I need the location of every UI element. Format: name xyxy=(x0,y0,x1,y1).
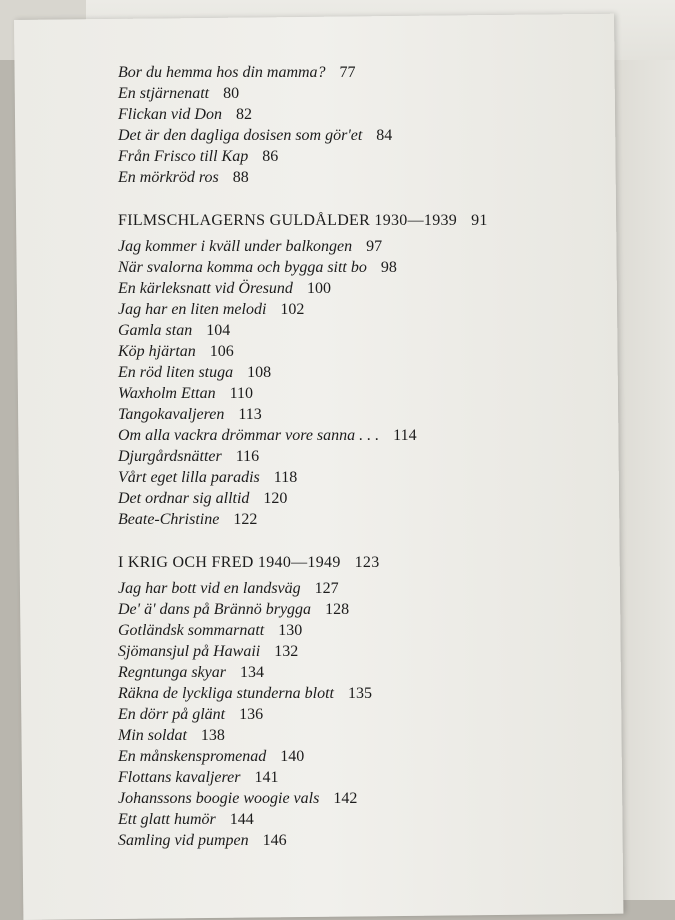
entry-page-number: 116 xyxy=(235,448,260,465)
entry-title: Regntunga skyar xyxy=(118,664,226,681)
entry-page-number: 82 xyxy=(235,106,252,123)
toc-entry xyxy=(118,62,598,83)
toc-entry xyxy=(118,257,598,278)
toc-entry xyxy=(118,683,598,704)
entry-title: Sjömansjul på Hawaii xyxy=(118,643,261,660)
entry-title: Gamla stan xyxy=(118,322,193,339)
entry-page-number: 132 xyxy=(274,643,299,660)
toc-entry xyxy=(118,641,598,662)
entry-page-number: 142 xyxy=(333,790,358,807)
entry-title: Djurgårdsnätter xyxy=(118,448,222,465)
entry-title: Vårt eget lilla paradis xyxy=(118,469,260,486)
section-title: I KRIG OCH FRED 1940—1949 xyxy=(118,554,341,571)
entry-title: Beate-Christine xyxy=(118,511,220,528)
entry-page-number: 135 xyxy=(347,685,372,702)
toc-group-2 xyxy=(118,236,598,530)
section-heading xyxy=(118,206,598,236)
entry-title: När svalorna komma och bygga sitt bo xyxy=(118,259,367,276)
entry-page-number: 118 xyxy=(273,469,298,486)
entry-page-number: 88 xyxy=(232,169,249,186)
entry-title: Samling vid pumpen xyxy=(118,832,249,849)
toc-entry xyxy=(118,341,598,362)
toc-entry xyxy=(118,236,598,257)
toc-entry xyxy=(118,704,598,725)
toc-entry xyxy=(118,83,598,104)
entry-title: En stjärnenatt xyxy=(118,85,210,102)
entry-page-number: 136 xyxy=(239,706,264,723)
entry-title: Jag har en liten melodi xyxy=(118,301,267,318)
toc-entry xyxy=(118,125,598,146)
entry-page-number: 127 xyxy=(314,580,339,597)
entry-title: De' ä' dans på Brännö brygga xyxy=(118,601,312,618)
toc-entry xyxy=(118,146,598,167)
entry-page-number: 114 xyxy=(393,427,417,444)
entry-page-number: 106 xyxy=(209,343,234,360)
entry-page-number: 146 xyxy=(262,832,287,849)
entry-page-number: 134 xyxy=(239,664,264,681)
entry-page-number: 130 xyxy=(278,622,303,639)
toc-entry xyxy=(118,299,598,320)
entry-title: Köp hjärtan xyxy=(118,343,196,360)
toc-entry xyxy=(118,104,598,125)
toc-entry xyxy=(118,809,598,830)
entry-page-number: 122 xyxy=(233,511,258,528)
entry-page-number: 113 xyxy=(238,406,262,423)
entry-title: En kärleksnatt vid Öresund xyxy=(118,280,293,297)
entry-title: Jag har bott vid en landsväg xyxy=(118,580,301,597)
entry-title: En månskenspromenad xyxy=(118,748,267,765)
section-heading xyxy=(118,548,598,578)
toc-entry xyxy=(118,746,598,767)
toc-entry xyxy=(118,467,598,488)
entry-page-number: 86 xyxy=(262,148,279,165)
entry-page-number: 144 xyxy=(229,811,254,828)
entry-title: Min soldat xyxy=(118,727,187,744)
entry-title: En röd liten stuga xyxy=(118,364,234,381)
entry-title: Om alla vackra drömmar vore sanna . . . xyxy=(118,427,380,444)
entry-page-number: 77 xyxy=(339,64,356,81)
section-page-number: 123 xyxy=(354,554,380,571)
entry-page-number: 141 xyxy=(254,769,279,786)
entry-page-number: 102 xyxy=(280,301,305,318)
toc-entry xyxy=(118,599,598,620)
toc-entry xyxy=(118,830,598,851)
table-of-contents xyxy=(118,62,598,851)
entry-page-number: 140 xyxy=(280,748,305,765)
toc-entry xyxy=(118,725,598,746)
toc-entry xyxy=(118,320,598,341)
entry-title: Räkna de lyckliga stunderna blott xyxy=(118,685,334,702)
toc-entry xyxy=(118,767,598,788)
toc-entry xyxy=(118,488,598,509)
entry-title: Gotländsk sommarnatt xyxy=(118,622,265,639)
entry-page-number: 80 xyxy=(223,85,240,102)
toc-entry xyxy=(118,362,598,383)
toc-entry xyxy=(118,278,598,299)
toc-entry xyxy=(118,167,598,188)
entry-title: Det är den dagliga dosisen som gör'et xyxy=(118,127,363,144)
entry-page-number: 138 xyxy=(200,727,225,744)
entry-page-number: 97 xyxy=(366,238,383,255)
entry-title: Flickan vid Don xyxy=(118,106,222,123)
entry-title: Det ordnar sig alltid xyxy=(118,490,250,507)
entry-page-number: 120 xyxy=(263,490,288,507)
toc-entry xyxy=(118,383,598,404)
entry-page-number: 100 xyxy=(306,280,331,297)
toc-entry xyxy=(118,662,598,683)
toc-entry xyxy=(118,620,598,641)
entry-page-number: 104 xyxy=(206,322,231,339)
entry-title: Bor du hemma hos din mamma? xyxy=(118,64,326,81)
section-page-number: 91 xyxy=(471,212,488,229)
entry-title: Tangokavaljeren xyxy=(118,406,225,423)
entry-page-number: 128 xyxy=(325,601,350,618)
entry-page-number: 84 xyxy=(376,127,393,144)
toc-group-1 xyxy=(118,62,598,188)
toc-group-3 xyxy=(118,578,598,851)
entry-title: Flottans kavaljerer xyxy=(118,769,241,786)
entry-title: Waxholm Ettan xyxy=(118,385,216,402)
section-title: FILMSCHLAGERNS GULDÅLDER 1930—1939 xyxy=(118,212,458,229)
toc-entry xyxy=(118,788,598,809)
entry-title: Ett glatt humör xyxy=(118,811,216,828)
toc-entry xyxy=(118,404,598,425)
entry-page-number: 110 xyxy=(229,385,254,402)
entry-page-number: 108 xyxy=(247,364,272,381)
entry-page-number: 98 xyxy=(380,259,397,276)
entry-title: En dörr på glänt xyxy=(118,706,226,723)
entry-title: Från Frisco till Kap xyxy=(118,148,249,165)
toc-entry xyxy=(118,446,598,467)
entry-title: Jag kommer i kväll under balkongen xyxy=(118,238,353,255)
toc-entry xyxy=(118,578,598,599)
entry-title: Johanssons boogie woogie vals xyxy=(118,790,320,807)
toc-entry xyxy=(118,425,598,446)
entry-title: En mörkröd ros xyxy=(118,169,219,186)
toc-entry xyxy=(118,509,598,530)
